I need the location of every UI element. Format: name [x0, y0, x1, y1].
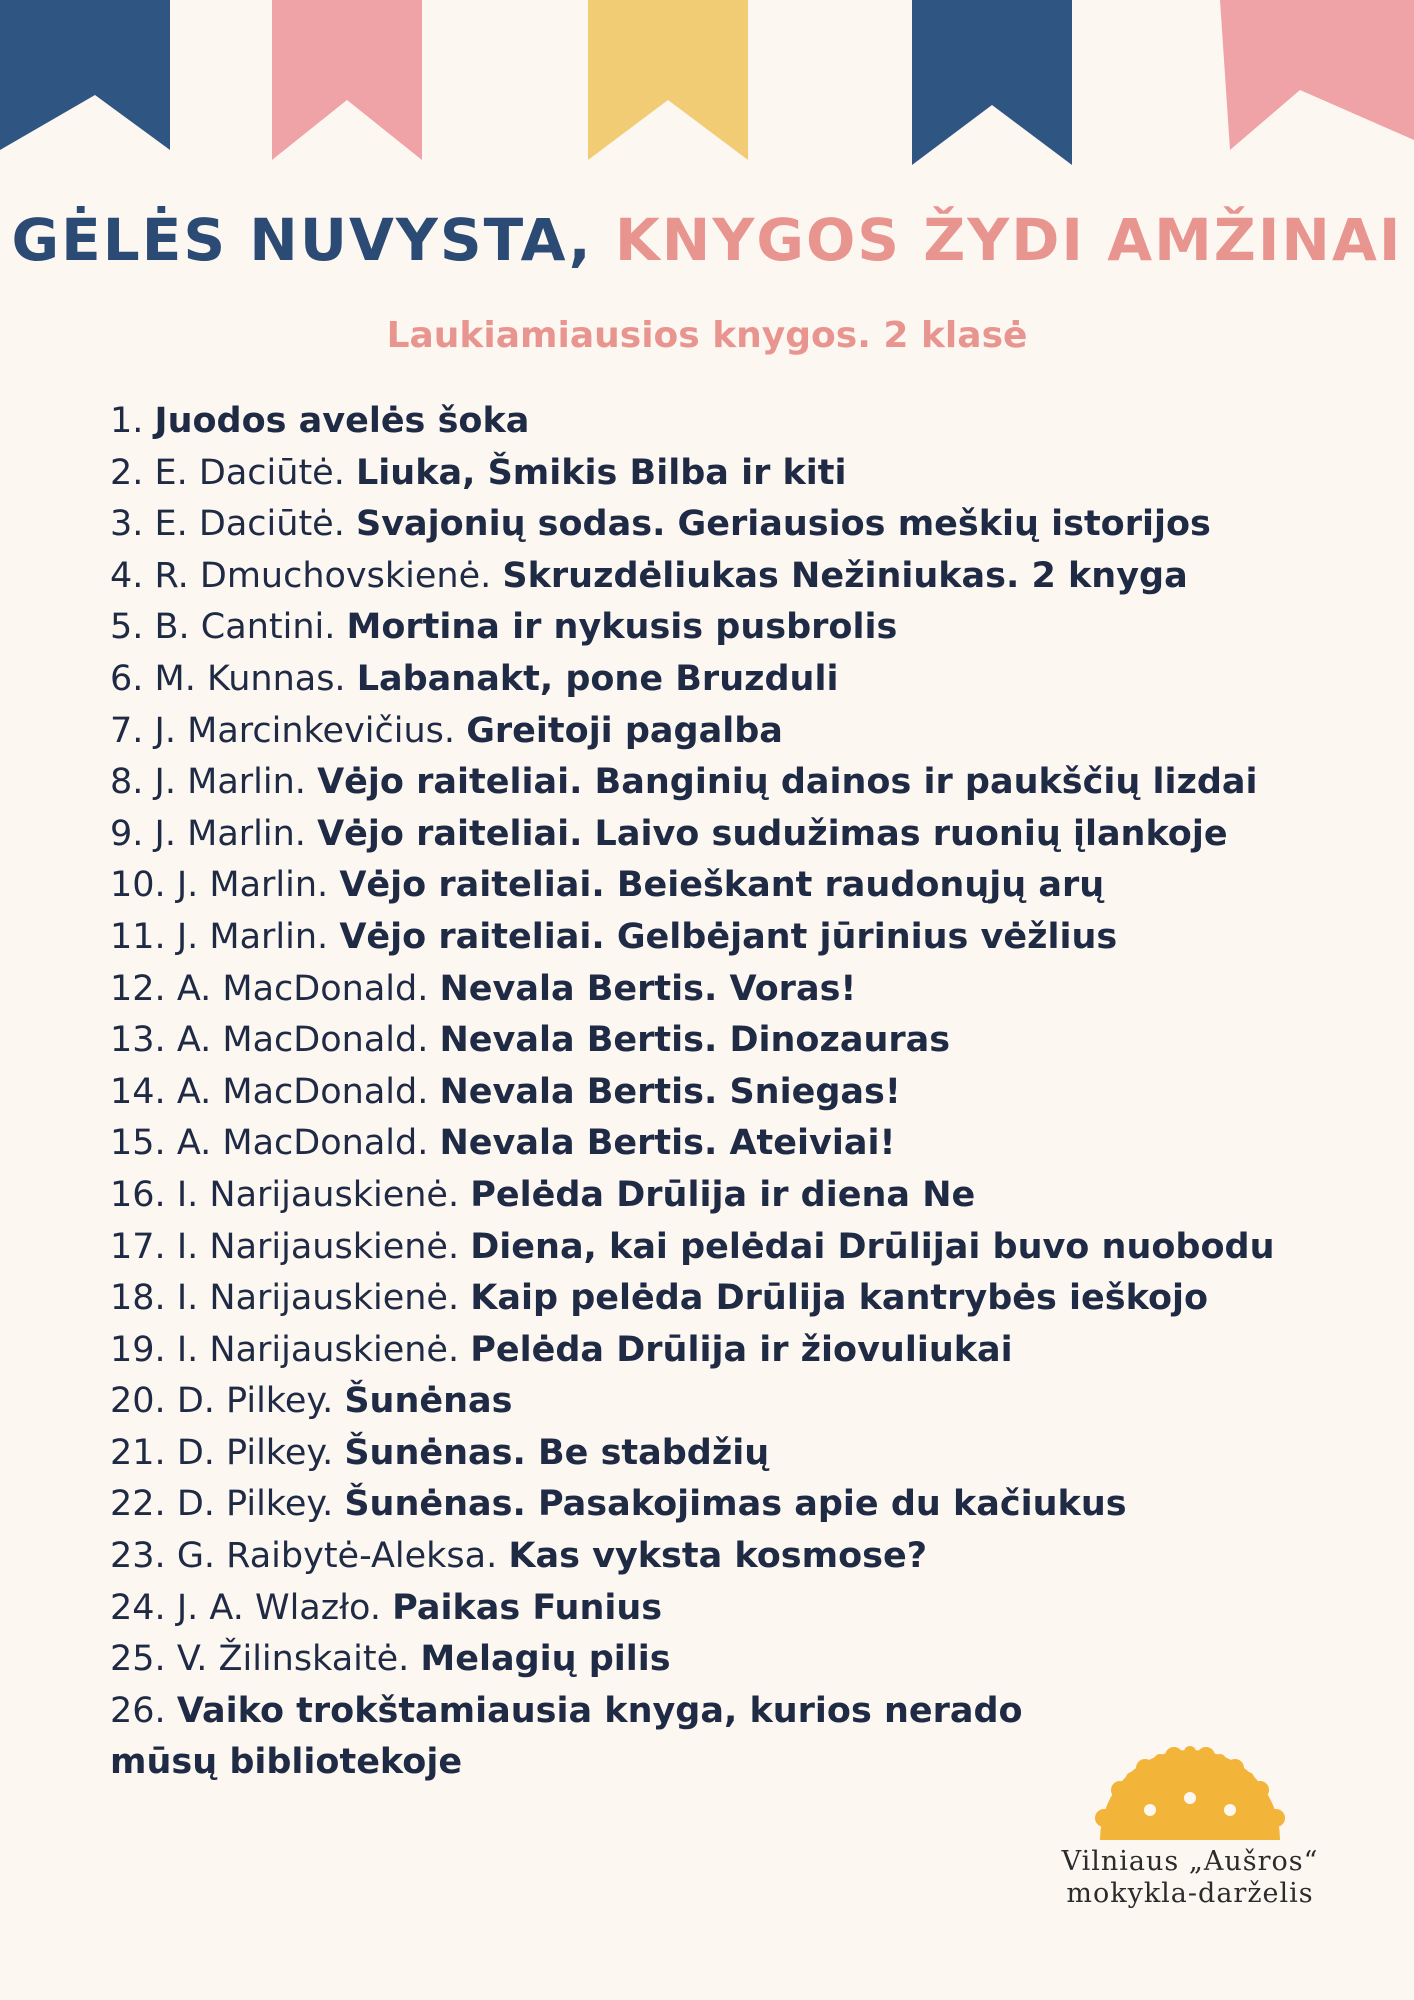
book-author: I. Narijauskienė. — [176, 1226, 460, 1267]
item-number: 15. — [110, 1123, 166, 1164]
list-item — [110, 499, 1370, 551]
list-item — [110, 1686, 1110, 1789]
book-author: I. Narijauskienė. — [176, 1329, 460, 1370]
list-item — [110, 1428, 1370, 1480]
book-title: Vėjo raiteliai. Gelbėjant jūrinius vėžlius — [339, 916, 1118, 957]
book-title: Vėjo raiteliai. Banginių dainos ir paukščių lizdai — [317, 762, 1258, 803]
list-item — [110, 757, 1370, 809]
logo-line-2: mokykla-darželis — [1066, 1878, 1314, 1909]
logo-line-1: Vilniaus „Aušros“ — [1061, 1846, 1319, 1877]
title-part-1: GĖLĖS NUVYSTA, — [11, 206, 593, 274]
book-title: Paikas Funius — [392, 1587, 663, 1628]
page-title — [0, 200, 1414, 280]
book-author: J. Marlin. — [176, 865, 329, 906]
book-author: D. Pilkey. — [176, 1484, 334, 1525]
item-number: 23. — [110, 1536, 166, 1577]
item-number: 10. — [110, 865, 166, 906]
book-title: Mortina ir nykusis pusbrolis — [346, 607, 898, 648]
list-item — [110, 551, 1370, 603]
book-author: J. Marcinkevičius. — [154, 710, 456, 751]
book-title: Diena, kai pelėdai Drūlijai buvo nuobodu — [470, 1226, 1275, 1267]
book-title: Nevala Bertis. Ateiviai! — [439, 1123, 896, 1164]
book-title: Nevala Bertis. Voras! — [439, 968, 857, 1009]
book-title: Nevala Bertis. Dinozauras — [439, 1020, 951, 1061]
book-author: M. Kunnas. — [154, 658, 346, 699]
item-number: 14. — [110, 1071, 166, 1112]
list-item — [110, 396, 1370, 448]
book-title: Vėjo raiteliai. Beieškant raudonųjų arų — [339, 865, 1105, 906]
page-subtitle: Laukiamiausios knygos. 2 klasė — [386, 315, 1028, 356]
book-author: E. Daciūtė. — [154, 452, 345, 493]
list-item — [110, 809, 1370, 861]
book-title: Pelėda Drūlija ir diena Ne — [470, 1174, 976, 1215]
item-number: 2. — [110, 452, 144, 493]
book-title: Kaip pelėda Drūlija kantrybės ieškojo — [470, 1278, 1209, 1319]
item-number: 13. — [110, 1020, 166, 1061]
flag-yellow-1 — [588, 0, 748, 160]
item-number: 18. — [110, 1278, 166, 1319]
flag-navy-1 — [0, 0, 170, 150]
book-author: V. Žilinskaitė. — [176, 1639, 410, 1680]
item-number: 8. — [110, 762, 144, 803]
item-number: 6. — [110, 658, 144, 699]
item-number: 25. — [110, 1639, 166, 1680]
book-title: Vaiko trokštamiausia knyga, kurios nerado mūsų bibliotekoje — [110, 1690, 1023, 1783]
book-title: Šunėnas. Be stabdžių — [344, 1432, 770, 1473]
list-item — [110, 602, 1370, 654]
book-author: R. Dmuchovskienė. — [154, 555, 492, 596]
item-number: 9. — [110, 813, 144, 854]
list-item — [110, 1583, 1370, 1635]
book-author: A. MacDonald. — [176, 968, 429, 1009]
list-item — [110, 964, 1370, 1016]
logo-text — [1020, 1846, 1360, 1910]
item-number: 17. — [110, 1226, 166, 1267]
book-title: Kas vyksta kosmose? — [508, 1536, 928, 1577]
book-title: Šunėnas. Pasakojimas apie du kačiukus — [344, 1484, 1127, 1525]
book-author: D. Pilkey. — [176, 1432, 334, 1473]
school-logo — [1020, 1740, 1360, 1920]
book-author: I. Narijauskienė. — [176, 1278, 460, 1319]
book-title: Vėjo raiteliai. Laivo sudužimas ruonių įlankoje — [317, 813, 1228, 854]
item-number: 24. — [110, 1587, 166, 1628]
item-number: 11. — [110, 916, 166, 957]
book-title: Skruzdėliukas Nežiniukas. 2 knyga — [502, 555, 1188, 596]
title-part-2: KNYGOS ŽYDI AMŽINAI — [614, 206, 1403, 274]
item-number: 21. — [110, 1432, 166, 1473]
item-number: 19. — [110, 1329, 166, 1370]
item-number: 5. — [110, 607, 144, 648]
list-item — [110, 1634, 1370, 1686]
list-item — [110, 1118, 1370, 1170]
item-number: 16. — [110, 1174, 166, 1215]
flag-navy-2 — [912, 0, 1072, 165]
book-author: A. MacDonald. — [176, 1123, 429, 1164]
book-author: E. Daciūtė. — [154, 504, 345, 545]
item-number: 4. — [110, 555, 144, 596]
book-author: I. Narijauskienė. — [176, 1174, 460, 1215]
book-author: D. Pilkey. — [176, 1381, 334, 1422]
book-author: G. Raibytė-Aleksa. — [176, 1536, 498, 1577]
list-item — [110, 1479, 1370, 1531]
item-number: 26. — [110, 1690, 166, 1731]
book-title: Labanakt, pone Bruzduli — [356, 658, 839, 699]
list-item — [110, 912, 1370, 964]
book-title: Nevala Bertis. Sniegas! — [439, 1071, 901, 1112]
book-author: J. Marlin. — [176, 916, 329, 957]
list-item — [110, 1067, 1370, 1119]
book-title: Šunėnas — [344, 1381, 513, 1422]
book-title: Juodos avelės šoka — [154, 401, 530, 441]
sun-ornament-icon — [1090, 1740, 1290, 1840]
list-item — [110, 654, 1370, 706]
book-title: Melagių pilis — [420, 1639, 671, 1680]
flag-pink-2 — [1220, 0, 1414, 150]
list-item — [110, 706, 1370, 758]
book-author: J. A. Wlazło. — [176, 1587, 381, 1628]
list-item — [110, 1531, 1370, 1583]
book-author: B. Cantini. — [154, 607, 336, 648]
item-number: 7. — [110, 710, 144, 751]
list-item — [110, 860, 1370, 912]
flag-pink-1 — [272, 0, 422, 160]
list-item — [110, 448, 1370, 500]
item-number: 1. — [110, 401, 144, 441]
list-item — [110, 1273, 1370, 1325]
list-item — [110, 1325, 1370, 1377]
item-number: 20. — [110, 1381, 166, 1422]
bunting-decoration — [0, 0, 1414, 180]
item-number: 3. — [110, 504, 144, 545]
book-author: J. Marlin. — [154, 813, 306, 854]
book-title: Pelėda Drūlija ir žiovuliukai — [470, 1329, 1013, 1370]
item-number: 22. — [110, 1484, 166, 1525]
book-author: A. MacDonald. — [176, 1071, 429, 1112]
book-title: Liuka, Šmikis Bilba ir kiti — [355, 452, 847, 493]
list-item — [110, 1222, 1370, 1274]
item-number: 12. — [110, 968, 166, 1009]
list-item — [110, 1376, 1370, 1428]
book-title: Greitoji pagalba — [466, 710, 783, 751]
book-list — [110, 396, 1370, 1789]
book-author: A. MacDonald. — [176, 1020, 429, 1061]
list-item — [110, 1015, 1370, 1067]
book-title: Svajonių sodas. Geriausios meškių istorijos — [355, 504, 1211, 545]
book-author: J. Marlin. — [154, 762, 306, 803]
list-item — [110, 1170, 1370, 1222]
